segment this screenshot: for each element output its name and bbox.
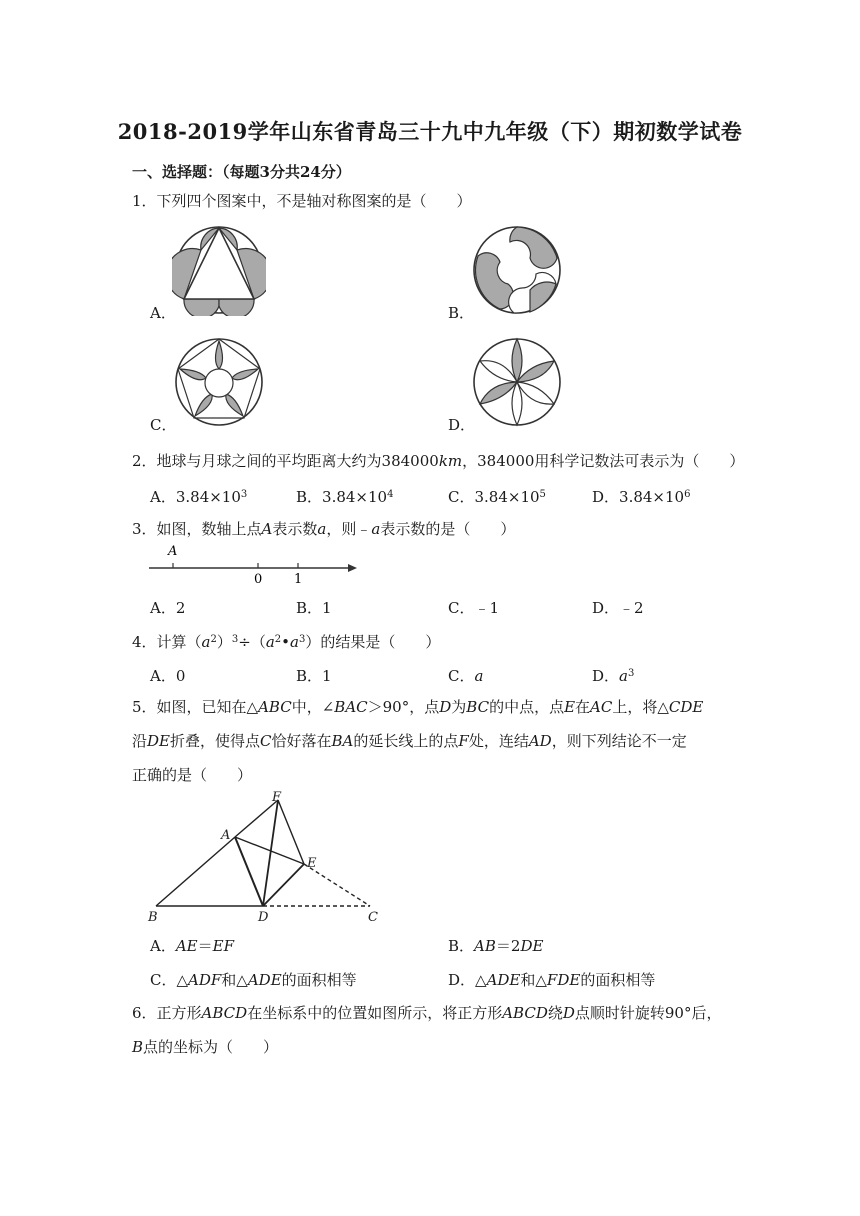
- label-a: A: [221, 828, 231, 843]
- q2-option-b: B．$3.84\times 10^4$: [296, 488, 394, 506]
- section-heading: 一、选择题：（每题3分共24分）: [132, 163, 351, 181]
- label-point-a: A: [168, 544, 178, 559]
- q1-figure-a: [172, 224, 266, 316]
- question-6-line-1: 6．正方形ABCD在坐标系中的位置如图所示，将正方形ABCD绕D点顺时针旋转90°后，: [132, 1004, 722, 1022]
- label-e: E: [307, 856, 317, 871]
- q5-option-b: B．AB＝2DE: [448, 937, 544, 955]
- q3-option-d: D．﹣2: [592, 599, 644, 617]
- q4-option-c: C．a: [448, 667, 484, 685]
- question-5-line-3: 正确的是（ ）: [132, 766, 253, 784]
- q5-option-d: D．△ADE和△FDE的面积相等: [448, 971, 656, 989]
- q1-figure-d: [470, 336, 564, 428]
- segment-ba: [156, 837, 235, 906]
- number-line-figure: [145, 542, 365, 586]
- label-d: D: [258, 910, 269, 925]
- triangle-fold-figure: [140, 790, 390, 928]
- question-2-stem: 2．地球与月球之间的平均距离大约为384000km，384000用科学记数法可表示为（ ）: [132, 452, 745, 470]
- q5-option-c: C．△ADF和△ADE的面积相等: [150, 971, 357, 989]
- q4-option-b: B．1: [296, 667, 332, 685]
- label-one: 1: [294, 572, 303, 586]
- q5-option-a: A．AE＝EF: [150, 937, 235, 955]
- q1-figure-b: [470, 224, 564, 316]
- q2-option-a: A．$3.84\times 10^3$: [150, 488, 248, 506]
- segment-de: [263, 864, 304, 906]
- number-line-arrow: [348, 564, 357, 572]
- q2-option-d: D．$3.84\times 10^6$: [592, 488, 691, 506]
- segment-ad: [235, 837, 263, 906]
- q3-option-c: C．﹣1: [448, 599, 500, 617]
- q4-option-d: D．$a^3$: [592, 667, 635, 685]
- q2-option-c: C．$3.84\times 10^5$: [448, 488, 546, 506]
- q1-option-d: D．: [448, 416, 476, 434]
- q1-option-c: C．: [150, 416, 177, 434]
- question-6-line-2: B点的坐标为（ ）: [132, 1038, 279, 1056]
- question-1-stem: 1．下列四个图案中，不是轴对称图案的是（ ）: [132, 192, 472, 210]
- q1-option-b: B．: [448, 304, 475, 322]
- q1-option-a: A．: [150, 304, 176, 322]
- segment-fe: [278, 800, 304, 864]
- segment-af: [235, 800, 278, 837]
- question-3-stem: 3．如图，数轴上点A表示数a，则﹣a表示数的是（ ）: [132, 520, 516, 538]
- page-title: 2018-2019学年山东省青岛三十九中九年级（下）期初数学试卷: [117, 119, 743, 144]
- label-zero: 0: [254, 572, 263, 586]
- question-5-line-1: 5．如图，已知在△ABC中，∠BAC＞90°，点D为BC的中点，点E在AC上，将△CDE: [132, 698, 704, 716]
- q4-option-a: A．0: [150, 667, 186, 685]
- q3-option-a: A．2: [150, 599, 186, 617]
- q1-figure-c: [172, 336, 266, 428]
- label-c: C: [368, 910, 378, 925]
- question-5-line-2: 沿DE折叠，使得点C恰好落在BA的延长线上的点F处，连结AD，则下列结论不一定: [132, 732, 687, 750]
- question-4-stem: 4．计算$(a^2)^3\div(a^2•a^3)$的结果是（ ）: [132, 633, 441, 651]
- q3-option-b: B．1: [296, 599, 332, 617]
- label-f: F: [272, 790, 282, 805]
- label-b: B: [148, 910, 158, 925]
